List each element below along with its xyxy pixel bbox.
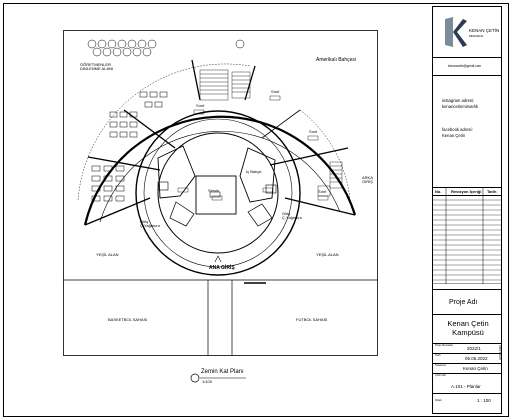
label-sinif-2: Sınıf xyxy=(271,89,280,94)
label-servis: Servis xyxy=(208,188,220,193)
field-value-5: A.101 - Planlar xyxy=(451,384,481,389)
project-title-row xyxy=(433,313,501,344)
instagram-value: kenancetinmimarlık xyxy=(442,104,479,109)
rev-header-date: Tarih xyxy=(487,189,497,194)
side-text: AÇIKLAMA xyxy=(498,344,502,360)
label-sinif-1: Sınıf xyxy=(196,103,205,108)
label-giris-right: Giriş Ç.Yağmuru xyxy=(282,211,302,220)
label-ogretmenler: ÖĞRETMENLER DİNLENME ALANI xyxy=(80,62,114,71)
revision-table xyxy=(433,187,501,284)
right-inner-block xyxy=(240,148,275,202)
project-name-row xyxy=(433,289,501,315)
field-label-4: Çizim Adı xyxy=(435,374,446,377)
facebook-label: facebook adresi: xyxy=(442,127,473,132)
field-label-6: Ölçek xyxy=(435,399,442,402)
plan-frame xyxy=(64,31,378,356)
label-giris-left: Giriş Ç.Yağmuru xyxy=(140,219,160,228)
field-value-2: 05.05.2022 xyxy=(465,356,488,361)
field-label-3: Tasarımcı xyxy=(435,364,447,367)
label-sinif-3: Sınıf xyxy=(309,129,318,134)
caption-bubble xyxy=(191,374,199,382)
label-basketbol: BASKETBOL SAHASI xyxy=(108,317,148,322)
room-tags xyxy=(178,96,328,200)
project-title: Kenan Çetin Kampüsü xyxy=(447,319,489,337)
plan-caption-scale: 1/100 xyxy=(202,379,213,384)
label-ic-bahce: İç Bahçe xyxy=(246,169,262,174)
logo-subtext: MİMARLIK xyxy=(469,34,484,38)
field-value-3: Kenan Çetin xyxy=(463,366,488,371)
field-value-1: 2022/1 xyxy=(467,346,481,351)
label-arka-giris: ARKA GİRİŞ xyxy=(362,175,373,184)
field-row-4 xyxy=(433,373,501,394)
label-futbol: FUTBOL SAHASI xyxy=(296,317,328,322)
title-block xyxy=(432,6,502,414)
label-sinif-4: Sınıf xyxy=(318,189,327,194)
field-row-6 xyxy=(433,393,501,413)
label-yesil-right: YEŞİL ALAN xyxy=(316,252,339,257)
email: kenancetin@gmail.com xyxy=(448,64,482,68)
rev-header-no: No. xyxy=(435,189,442,194)
logo-text: KENAN ÇETİN xyxy=(469,28,500,33)
label-yesil-left: YEŞİL ALAN xyxy=(96,252,119,257)
revision-grid xyxy=(433,188,501,284)
plan-caption-title: Zemin Kat Planı xyxy=(201,369,244,375)
courtyard-ring xyxy=(158,133,278,253)
field-label-1: Proje Numarası xyxy=(435,344,454,347)
rev-header-content: Revizyon İçeriği xyxy=(451,189,482,194)
field-value-6: 1 : 100 xyxy=(477,398,491,403)
central-block xyxy=(196,176,236,214)
label-amfi: Amerikalı Bahçesi xyxy=(316,57,357,63)
facebook-value: Kenan Çetin xyxy=(442,133,466,138)
project-name-label: Proje Adı xyxy=(449,299,478,306)
label-ana-giris: ANA GİRİŞ xyxy=(209,265,235,271)
logo-box xyxy=(433,7,501,58)
email-row xyxy=(433,57,501,76)
instagram-label: instagram adresi: xyxy=(442,98,475,103)
desks-left xyxy=(92,92,167,201)
field-label-2: Tarih xyxy=(435,354,441,357)
trees xyxy=(88,40,244,56)
